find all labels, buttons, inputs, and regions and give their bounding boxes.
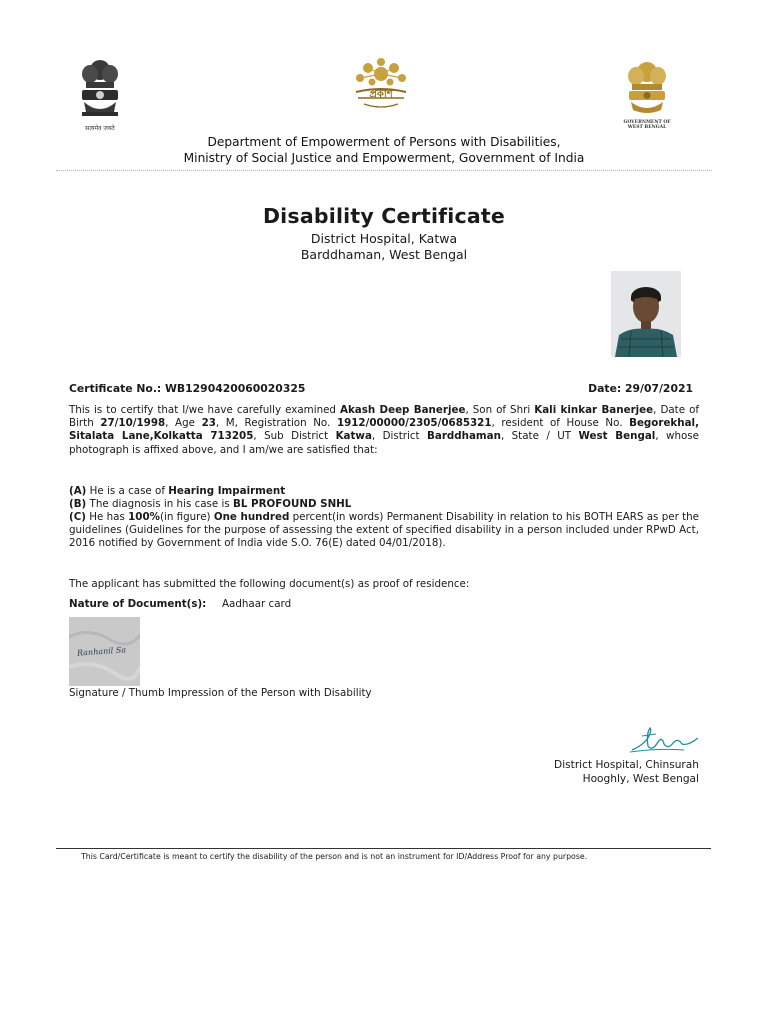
issuer-location: Hooghly, West Bengal (582, 773, 699, 785)
document-nature-label: Nature of Document(s): (69, 598, 207, 610)
hospital-location: Barddhaman, West Bengal (300, 247, 468, 262)
lion-capital-icon (74, 56, 126, 120)
body-text: , District (371, 430, 428, 443)
finding-a (69, 485, 699, 498)
finding-b (69, 498, 699, 511)
handwritten-signature-icon (628, 724, 700, 756)
certificate-date (588, 382, 693, 395)
date-of-birth: 27/10/1998 (100, 417, 166, 430)
district: Barddhaman (427, 430, 501, 443)
prakash-logo-text: প্রকাশ (369, 89, 393, 100)
certification-paragraph (69, 404, 699, 457)
emblem-motto: सत्यमेव जयते (85, 125, 115, 132)
national-emblem-left (74, 56, 126, 132)
prakash-logo (346, 56, 416, 116)
issuer-hospital: District Hospital, Chinsurah (554, 759, 699, 771)
body-text: , Sub District (253, 430, 336, 443)
disability-percent: 100% (128, 511, 160, 523)
father-name: Kali kinkar Banerjee (534, 404, 654, 416)
body-text: , State / UT (500, 430, 579, 443)
footer-rule (56, 848, 711, 849)
finding-text: (in figure) (159, 511, 214, 523)
finding-c (69, 511, 699, 551)
person-photo-icon (611, 271, 681, 357)
footer-note: This Card/Certificate is meant to certify the disability of the person and is not an instrument for ID/Address Proof for any purpose. (81, 852, 588, 861)
sub-district: Katwa (335, 430, 372, 443)
certificate-number-label: Certificate No.: (69, 382, 162, 395)
signature-caption: Signature / Thumb Impression of the Person with Disability (69, 687, 372, 699)
registration-number: 1912/00000/2305/0685321 (336, 417, 492, 430)
body-text: , resident of House No. (491, 417, 630, 430)
emblem-caption-2: WEST BENGAL (627, 125, 667, 130)
lion-capital-gold-icon (620, 60, 674, 116)
finding-label: (B) (69, 498, 87, 510)
diagnosis: BL PROFOUND SNHL (233, 498, 352, 510)
body-text: , Date of Birth (69, 404, 699, 430)
age: 23 (201, 417, 216, 430)
documents-intro: The applicant has submitted the following document(s) as proof of residence: (69, 578, 470, 590)
address: Begorekhal, Sitalata Lane,Kolkatta 713205 (69, 417, 699, 443)
department-line-2: Ministry of Social Justice and Empowerment, Government of India (183, 151, 585, 165)
certificate-number (69, 382, 305, 395)
body-text: , Son of Shri (465, 404, 535, 416)
applicant-signature-text: Ranhanil Sa (76, 645, 127, 658)
finding-text: percent(in words) Permanent Disability in relation to his BOTH EARS as per the guidelines (Guidelines for the purpose of assessing the extent of specified disability in a person included under RPwD Act, 2016 notified by Government of India vide S.O. 76(E) dated 04/01/2018). (69, 511, 699, 550)
finding-text: The diagnosis in his case is (86, 498, 234, 510)
date-value: 29/07/2021 (625, 382, 693, 395)
issuer-signature (628, 724, 700, 756)
date-label: Date: (588, 382, 622, 395)
department-line-1: Department of Empowerment of Persons with Disabilities, (207, 135, 561, 149)
certificate-title: Disability Certificate (262, 204, 506, 228)
disability-percent-words: One hundred (213, 511, 290, 523)
body-text: This is to certify that I/we have carefully examined (69, 404, 340, 416)
finding-text: He is a case of (86, 485, 169, 497)
body-text: , whose photograph is affixed above, and I am/we are satisfied that: (69, 430, 699, 456)
dotted-divider (56, 170, 712, 171)
finding-label: (C) (69, 511, 86, 523)
certificate-number-value: WB1290420060020325 (165, 382, 306, 395)
finding-text: He has (85, 511, 129, 523)
sunburst-logo-icon (346, 56, 416, 116)
department-heading (0, 134, 768, 166)
disability-type: Hearing Impairment (168, 485, 286, 497)
applicant-name: Akash Deep Banerjee (339, 404, 466, 416)
west-bengal-emblem (620, 60, 674, 132)
finding-label: (A) (69, 485, 87, 497)
body-text: , Age (165, 417, 202, 430)
state: West Bengal (578, 430, 656, 443)
hospital-name: District Hospital, Katwa (310, 231, 458, 246)
applicant-signature-image (69, 617, 140, 686)
applicant-photo (611, 271, 681, 357)
body-text: , M, Registration No. (215, 417, 337, 430)
emblem-caption-1: GOVERNMENT OF (623, 120, 671, 125)
document-nature-value: Aadhaar card (222, 598, 292, 610)
